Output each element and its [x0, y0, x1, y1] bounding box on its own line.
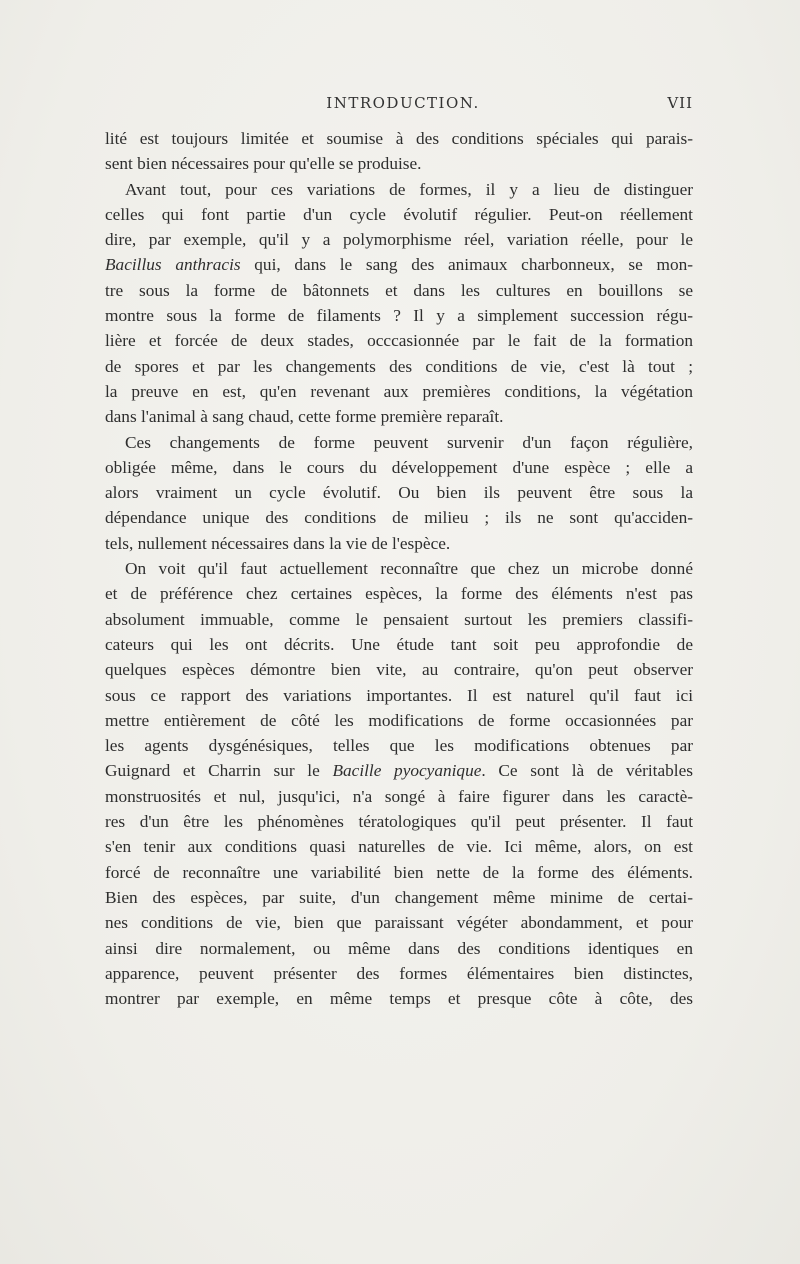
text-line: lité est toujours limitée et soumise à des conditions spéciales qui parais- — [105, 129, 693, 148]
running-header — [0, 92, 800, 116]
text-line: celles qui font partie d'un cycle évolutif régulier. Peut-on réellement — [105, 204, 693, 224]
text-line: montre sous la forme de filaments ? Il y a simplement succession régu- — [105, 306, 693, 326]
text-line: Ces changements de forme peuvent survenir d'un façon régulière, — [125, 432, 693, 452]
species-name-italic: Bacillus anthracis — [105, 255, 241, 275]
text-line — [105, 252, 693, 277]
body-text — [105, 126, 693, 1011]
text-line: absolument immuable, comme le pensaient surtout les premiers classifi- — [105, 609, 693, 629]
text-line: tels, nullement nécessaires dans la vie de l'espèce. — [105, 533, 451, 553]
text-line: sous ce rapport des variations importantes. Il est naturel qu'il faut ici — [105, 685, 693, 705]
text-line: lière et forcée de deux stades, occcasionnée par le fait de la formation — [105, 331, 693, 351]
running-title: INTRODUCTION. — [326, 94, 480, 112]
text-line: la preuve en est, qu'en revenant aux premières conditions, la végétation — [105, 381, 693, 401]
page-number: VII — [667, 94, 693, 112]
text-fragment: qui, dans le sang des animaux charbonneux, se mon- — [240, 255, 693, 275]
text-line: apparence, peuvent présenter des formes élémentaires bien distinctes, — [105, 963, 693, 983]
text-line: Avant tout, pour ces variations de formes, il y a lieu de distinguer — [125, 179, 693, 199]
text-line: tre sous la forme de bâtonnets et dans les cultures en bouillons se — [105, 280, 693, 300]
text-line: montrer par exemple, en même temps et presque côte à côte, des — [105, 989, 693, 1009]
text-line: alors vraiment un cycle évolutif. Ou bien ils peuvent être sous la — [105, 483, 693, 503]
text-line: de spores et par les changements des conditions de vie, c'est là tout ; — [105, 356, 693, 376]
text-line — [105, 758, 693, 783]
text-line: dire, par exemple, qu'il y a polymorphisme réel, variation réelle, pour le — [105, 230, 693, 250]
text-line: res d'un être les phénomènes tératologiques qu'il peut présenter. Il faut — [105, 812, 693, 832]
text-line: mettre entièrement de côté les modifications de forme occasionnées par — [105, 710, 693, 730]
text-line: et de préférence chez certaines espèces, la forme des éléments n'est pas — [105, 584, 693, 604]
text-line: les agents dysgénésiques, telles que les modifications obtenues par — [105, 736, 693, 756]
species-name-italic: Bacille pyocyanique — [332, 761, 482, 781]
text-line: quelques espèces démontre bien vite, au contraire, qu'on peut observer — [105, 660, 693, 680]
text-line: sent bien nécessaires pour qu'elle se produise. — [105, 154, 422, 174]
text-line: dépendance unique des conditions de milieu ; ils ne sont qu'acciden- — [105, 508, 693, 528]
text-line: On voit qu'il faut actuellement reconnaître que chez un microbe donné — [125, 559, 693, 579]
text-fragment: . Ce sont là de véritables — [481, 761, 693, 781]
text-fragment: Guignard et Charrin sur le — [105, 761, 333, 781]
text-line: obligée même, dans le cours du développement d'une espèce ; elle a — [105, 457, 693, 477]
text-line: Bien des espèces, par suite, d'un changement même minime de certai- — [105, 887, 693, 907]
text-line: cateurs qui les ont décrits. Une étude tant soit peu approfondie de — [105, 634, 693, 654]
text-line: ainsi dire normalement, ou même dans des conditions identiques en — [105, 938, 693, 958]
text-line: monstruosités et nul, jusqu'ici, n'a songé à faire figurer dans les caractè- — [105, 786, 693, 806]
text-line: nes conditions de vie, bien que paraissant végéter abondamment, et pour — [105, 913, 693, 933]
text-line: forcé de reconnaître une variabilité bien nette de la forme des éléments. — [105, 862, 693, 882]
text-line: s'en tenir aux conditions quasi naturelles de vie. Ici même, alors, on est — [105, 837, 693, 857]
text-line: dans l'animal à sang chaud, cette forme première reparaît. — [105, 407, 504, 427]
